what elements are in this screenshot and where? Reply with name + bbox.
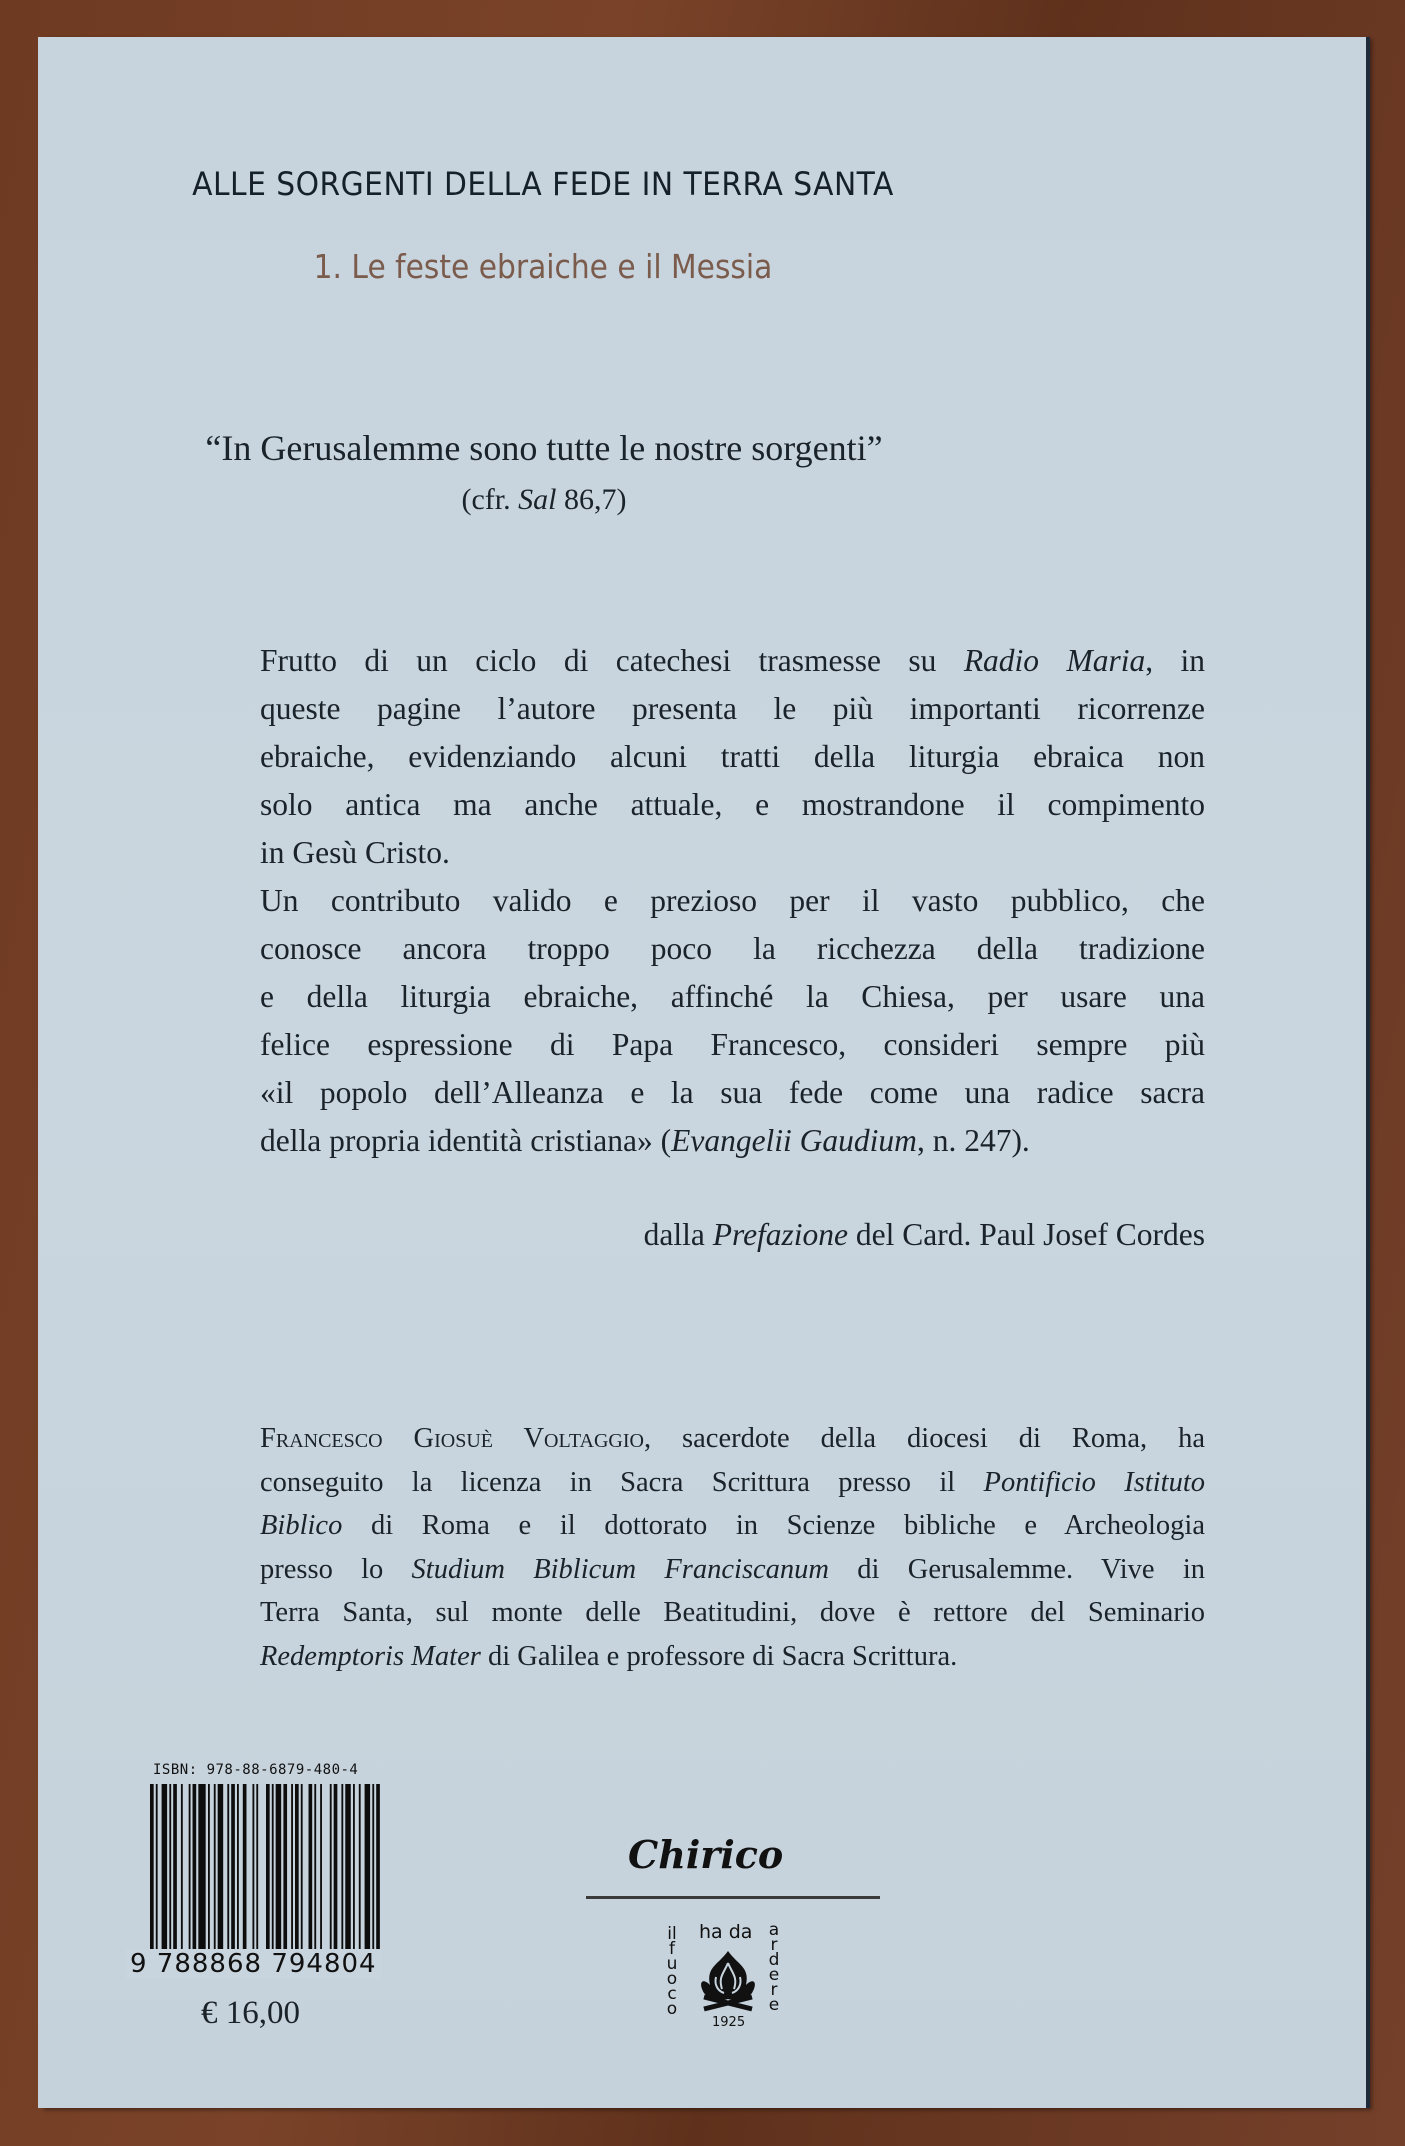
bio-line [260, 1504, 1205, 1548]
text-segment: , n. 247). [916, 1123, 1030, 1158]
blurb-line [260, 877, 1205, 925]
epigraph-citation [38, 483, 1050, 517]
barcode-bar [231, 1784, 235, 1950]
barcode-bar [150, 1784, 154, 1968]
text-segment: Un contributo valido e prezioso per il vasto pubblico, che [260, 883, 1205, 918]
author-bio [260, 1417, 1205, 1678]
blurb-line [260, 685, 1205, 733]
bio-line [260, 1635, 1205, 1679]
italic-text: Biblico [260, 1510, 343, 1541]
barcode-bar [198, 1784, 205, 1950]
barcode-bar [283, 1784, 287, 1950]
barcode-bar [309, 1784, 313, 1950]
barcode-bar [320, 1784, 322, 1950]
text-segment: queste pagine l’autore presenta le più importanti ricorrenze [260, 691, 1205, 726]
barcode-bar [181, 1784, 183, 1950]
barcode-bar [330, 1784, 332, 1950]
price: € 16,00 [201, 1995, 300, 2031]
italic-text: Pontificio Istituto [983, 1466, 1206, 1498]
text-segment: Francesco Giosuè Voltaggio [260, 1423, 644, 1454]
logo-text-top: ha da [699, 1921, 753, 1943]
barcode-bar [272, 1784, 274, 1968]
text-segment: Terra Santa, sul monte delle Beatitudini, dove è rettore del Seminario [260, 1597, 1205, 1628]
bio-line [260, 1461, 1205, 1505]
italic-text: Evangelii Gaudium [671, 1123, 917, 1158]
blurb-line [260, 925, 1205, 973]
barcode-bar [276, 1784, 282, 1950]
logo-text-right: ardere [768, 1920, 780, 2015]
book-back-cover [38, 37, 1366, 2108]
barcode-bar [252, 1784, 254, 1950]
blurb-line [260, 1117, 1205, 1165]
barcode-bar [341, 1784, 343, 1950]
blurb-line [260, 1069, 1205, 1117]
barcode-bar [353, 1784, 355, 1950]
text-segment: della propria identità cristiana» ( [260, 1123, 672, 1158]
barcode-bar [372, 1784, 374, 1950]
barcode-bar [243, 1784, 247, 1950]
text-segment: presso lo [260, 1553, 412, 1585]
barcode-bar [227, 1784, 229, 1950]
barcode-bar [156, 1784, 158, 1968]
text-segment: felice espressione di Papa Francesco, consideri sempre più [260, 1027, 1205, 1062]
text-segment: conseguito la licenza in Sacra Scrittura presso il [260, 1466, 984, 1498]
attribution-prefix: dalla [643, 1217, 713, 1252]
bio-line [260, 1417, 1205, 1461]
barcode-bar [237, 1784, 239, 1950]
barcode-bar [359, 1784, 361, 1950]
epigraph-quote: “In Gerusalemme sono tutte le nostre sorgenti” [205, 428, 883, 468]
text-segment: in Gesù Cristo. [260, 835, 450, 870]
logo-text-left: il fuoco [666, 1924, 678, 2019]
text-segment: di Galilea e professore di Sacra Scrittura. [480, 1640, 958, 1672]
citation-prefix: (cfr. [461, 483, 519, 516]
logo-year: 1925 [712, 2015, 746, 2030]
barcode-bar [376, 1784, 380, 1968]
blurb-line [260, 733, 1205, 781]
bio-line [260, 1548, 1205, 1592]
barcode-bar [214, 1784, 216, 1950]
barcode-bar [295, 1784, 299, 1950]
barcode-bar [314, 1784, 316, 1950]
italic-text: Radio Maria [963, 643, 1146, 678]
bio-line [260, 1591, 1205, 1635]
text-segment: e della liturgia ebraiche, affinché la Chiesa, per usare una [260, 979, 1205, 1014]
publisher-logo: Chirico [628, 1832, 784, 1877]
barcode-bar [162, 1784, 168, 1950]
blurb-text [260, 637, 1205, 1165]
barcode-bar [291, 1784, 293, 1950]
citation-book: Sal [518, 483, 557, 516]
barcode-bar [173, 1784, 177, 1950]
text-segment: ebraiche, evidenziando alcuni tratti della liturgia ebraica non [260, 739, 1205, 774]
attribution-author: del Card. Paul Josef Cordes [848, 1217, 1205, 1252]
blurb-line [260, 973, 1205, 1021]
flame-icon [688, 1947, 768, 2013]
text-segment: di Roma e il dottorato in Scienze bibliche e Archeologia [342, 1510, 1205, 1541]
barcode-bar [266, 1784, 270, 1968]
italic-text: Studium Biblicum Franciscanum [411, 1553, 830, 1585]
citation-verse: 86,7) [556, 483, 627, 516]
text-segment: «il popolo dell’Alleanza e la sua fede come una radice sacra [260, 1075, 1205, 1110]
barcode-bar [189, 1784, 191, 1950]
text-segment: , in [1145, 643, 1205, 678]
isbn-label: ISBN: 978-88-6879-480-4 [153, 1762, 359, 1778]
text-segment: , sacerdote della diocesi di Roma, ha [643, 1423, 1205, 1454]
barcode-bar [345, 1784, 351, 1950]
divider [586, 1896, 880, 1899]
blurb-line [260, 781, 1205, 829]
barcode-bar [208, 1784, 210, 1950]
text-segment: di Gerusalemme. Vive in [829, 1553, 1205, 1585]
preface-attribution [260, 1217, 1205, 1253]
volume-title: 1. Le feste ebraiche e il Messia [313, 247, 773, 286]
blurb-line [260, 637, 1205, 685]
series-title: ALLE SORGENTI DELLA FEDE IN TERRA SANTA [192, 165, 894, 203]
attribution-work: Prefazione [712, 1217, 849, 1252]
italic-text: Redemptoris Mater [260, 1640, 481, 1672]
text-segment: Frutto di un ciclo di catechesi trasmesse su [260, 643, 964, 678]
text-segment: conosce ancora troppo poco la ricchezza della tradizione [260, 931, 1205, 966]
barcode-bar [218, 1784, 224, 1950]
blurb-line [260, 1021, 1205, 1069]
text-segment: solo antica ma anche attuale, e mostrandone il compimento [260, 787, 1205, 822]
blurb-line [260, 829, 1205, 877]
barcode-bar [301, 1784, 303, 1950]
barcode-digits: 9 788868 794804 [126, 1949, 381, 1979]
barcode [150, 1784, 382, 1968]
barcode-bar [256, 1784, 258, 1950]
barcode-bar [334, 1784, 338, 1950]
barcode-bar [169, 1784, 171, 1950]
barcode-bar [365, 1784, 371, 1950]
barcode-bar [193, 1784, 197, 1950]
